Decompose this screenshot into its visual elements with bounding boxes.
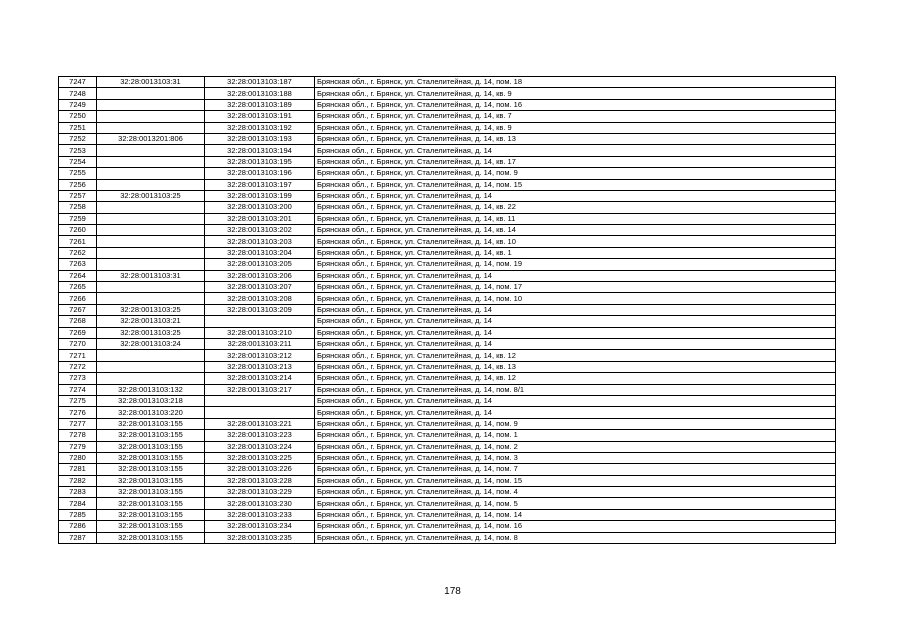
address-cell: Брянская обл., г. Брянск, ул. Сталелитейная, д. 14, пом. 9 (315, 418, 836, 429)
table-row (59, 77, 836, 88)
row-number-cell: 7257 (59, 190, 97, 201)
address-cell: Брянская обл., г. Брянск, ул. Сталелитейная, д. 14 (315, 270, 836, 281)
table-row (59, 168, 836, 179)
address-cell: Брянская обл., г. Брянск, ул. Сталелитейная, д. 14, кв. 12 (315, 350, 836, 361)
address-cell: Брянская обл., г. Брянск, ул. Сталелитейная, д. 14, пом. 3 (315, 452, 836, 463)
table-row (59, 304, 836, 315)
row-number-cell: 7282 (59, 475, 97, 486)
parent-cadastral-number-cell (97, 168, 205, 179)
address-cell: Брянская обл., г. Брянск, ул. Сталелитейная, д. 14, пом. 16 (315, 99, 836, 110)
row-number-cell: 7249 (59, 99, 97, 110)
cadastral-number-cell: 32:28:0013103:230 (205, 498, 315, 509)
cadastral-number-cell: 32:28:0013103:204 (205, 247, 315, 258)
row-number-cell: 7251 (59, 122, 97, 133)
address-cell: Брянская обл., г. Брянск, ул. Сталелитейная, д. 14, пом. 7 (315, 464, 836, 475)
table-row (59, 361, 836, 372)
cadastral-number-cell: 32:28:0013103:233 (205, 509, 315, 520)
table-row (59, 213, 836, 224)
row-number-cell: 7284 (59, 498, 97, 509)
row-number-cell: 7260 (59, 225, 97, 236)
cadastral-number-cell: 32:28:0013103:200 (205, 202, 315, 213)
address-cell: Брянская обл., г. Брянск, ул. Сталелитейная, д. 14, пом. 19 (315, 259, 836, 270)
cadastral-number-cell: 32:28:0013103:224 (205, 441, 315, 452)
table-row (59, 373, 836, 384)
address-cell: Брянская обл., г. Брянск, ул. Сталелитейная, д. 14, кв. 14 (315, 225, 836, 236)
table-row (59, 247, 836, 258)
parent-cadastral-number-cell: 32:28:0013103:220 (97, 407, 205, 418)
address-cell: Брянская обл., г. Брянск, ул. Сталелитейная, д. 14, кв. 9 (315, 122, 836, 133)
cadastral-number-cell: 32:28:0013103:223 (205, 430, 315, 441)
cadastral-number-cell: 32:28:0013103:225 (205, 452, 315, 463)
address-cell: Брянская обл., г. Брянск, ул. Сталелитейная, д. 14, пом. 14 (315, 509, 836, 520)
row-number-cell: 7271 (59, 350, 97, 361)
row-number-cell: 7254 (59, 156, 97, 167)
table-row (59, 259, 836, 270)
table-row (59, 498, 836, 509)
address-cell: Брянская обл., г. Брянск, ул. Сталелитейная, д. 14, пом. 2 (315, 441, 836, 452)
parent-cadastral-number-cell (97, 99, 205, 110)
row-number-cell: 7267 (59, 304, 97, 315)
cadastral-number-cell: 32:28:0013103:205 (205, 259, 315, 270)
address-cell: Брянская обл., г. Брянск, ул. Сталелитейная, д. 14, пом. 1 (315, 430, 836, 441)
parent-cadastral-number-cell: 32:28:0013103:31 (97, 270, 205, 281)
parent-cadastral-number-cell: 32:28:0013103:155 (97, 418, 205, 429)
parent-cadastral-number-cell (97, 361, 205, 372)
parent-cadastral-number-cell: 32:28:0013103:155 (97, 487, 205, 498)
parent-cadastral-number-cell (97, 225, 205, 236)
parent-cadastral-number-cell: 32:28:0013103:155 (97, 498, 205, 509)
row-number-cell: 7259 (59, 213, 97, 224)
address-cell: Брянская обл., г. Брянск, ул. Сталелитейная, д. 14, пом. 15 (315, 475, 836, 486)
table-row (59, 111, 836, 122)
cadastral-number-cell (205, 395, 315, 406)
table-row (59, 384, 836, 395)
cadastral-number-cell: 32:28:0013103:189 (205, 99, 315, 110)
address-cell: Брянская обл., г. Брянск, ул. Сталелитейная, д. 14, кв. 12 (315, 373, 836, 384)
address-cell: Брянская обл., г. Брянск, ул. Сталелитейная, д. 14 (315, 327, 836, 338)
row-number-cell: 7265 (59, 282, 97, 293)
address-cell: Брянская обл., г. Брянск, ул. Сталелитейная, д. 14 (315, 407, 836, 418)
table-row (59, 316, 836, 327)
cadastral-number-cell: 32:28:0013103:228 (205, 475, 315, 486)
address-cell: Брянская обл., г. Брянск, ул. Сталелитейная, д. 14, пом. 10 (315, 293, 836, 304)
address-cell: Брянская обл., г. Брянск, ул. Сталелитейная, д. 14 (315, 304, 836, 315)
address-cell: Брянская обл., г. Брянск, ул. Сталелитейная, д. 14, пом. 17 (315, 282, 836, 293)
parent-cadastral-number-cell: 32:28:0013103:25 (97, 190, 205, 201)
parent-cadastral-number-cell (97, 350, 205, 361)
cadastral-number-cell: 32:28:0013103:226 (205, 464, 315, 475)
address-cell: Брянская обл., г. Брянск, ул. Сталелитейная, д. 14, пом. 9 (315, 168, 836, 179)
table-row (59, 202, 836, 213)
table-row (59, 407, 836, 418)
row-number-cell: 7285 (59, 509, 97, 520)
row-number-cell: 7262 (59, 247, 97, 258)
parent-cadastral-number-cell (97, 122, 205, 133)
address-cell: Брянская обл., г. Брянск, ул. Сталелитейная, д. 14, кв. 13 (315, 361, 836, 372)
parent-cadastral-number-cell: 32:28:0013103:21 (97, 316, 205, 327)
table-row (59, 521, 836, 532)
parent-cadastral-number-cell (97, 179, 205, 190)
parent-cadastral-number-cell: 32:28:0013103:155 (97, 532, 205, 543)
parent-cadastral-number-cell (97, 236, 205, 247)
row-number-cell: 7278 (59, 430, 97, 441)
row-number-cell: 7277 (59, 418, 97, 429)
row-number-cell: 7279 (59, 441, 97, 452)
table-row (59, 225, 836, 236)
row-number-cell: 7255 (59, 168, 97, 179)
address-cell: Брянская обл., г. Брянск, ул. Сталелитейная, д. 14, кв. 9 (315, 88, 836, 99)
row-number-cell: 7280 (59, 452, 97, 463)
address-cell: Брянская обл., г. Брянск, ул. Сталелитейная, д. 14, кв. 1 (315, 247, 836, 258)
row-number-cell: 7266 (59, 293, 97, 304)
parent-cadastral-number-cell: 32:28:0013103:25 (97, 327, 205, 338)
parent-cadastral-number-cell: 32:28:0013103:155 (97, 452, 205, 463)
row-number-cell: 7283 (59, 487, 97, 498)
cadastral-number-cell: 32:28:0013103:211 (205, 338, 315, 349)
address-cell: Брянская обл., г. Брянск, ул. Сталелитейная, д. 14, кв. 11 (315, 213, 836, 224)
row-number-cell: 7250 (59, 111, 97, 122)
cadastral-number-cell: 32:28:0013103:194 (205, 145, 315, 156)
row-number-cell: 7270 (59, 338, 97, 349)
table-row (59, 133, 836, 144)
parent-cadastral-number-cell (97, 145, 205, 156)
parent-cadastral-number-cell: 32:28:0013103:132 (97, 384, 205, 395)
parent-cadastral-number-cell (97, 202, 205, 213)
table-row (59, 464, 836, 475)
parent-cadastral-number-cell: 32:28:0013103:155 (97, 475, 205, 486)
row-number-cell: 7268 (59, 316, 97, 327)
cadastral-number-cell: 32:28:0013103:212 (205, 350, 315, 361)
cadastral-number-cell (205, 316, 315, 327)
table-row (59, 509, 836, 520)
address-cell: Брянская обл., г. Брянск, ул. Сталелитейная, д. 14 (315, 145, 836, 156)
cadastral-number-cell: 32:28:0013103:187 (205, 77, 315, 88)
parent-cadastral-number-cell: 32:28:0013103:155 (97, 430, 205, 441)
parent-cadastral-number-cell: 32:28:0013103:218 (97, 395, 205, 406)
parent-cadastral-number-cell: 32:28:0013201:806 (97, 133, 205, 144)
cadastral-number-cell: 32:28:0013103:193 (205, 133, 315, 144)
cadastral-number-cell (205, 407, 315, 418)
address-cell: Брянская обл., г. Брянск, ул. Сталелитейная, д. 14 (315, 338, 836, 349)
parent-cadastral-number-cell: 32:28:0013103:155 (97, 521, 205, 532)
table-row (59, 179, 836, 190)
address-cell: Брянская обл., г. Брянск, ул. Сталелитейная, д. 14, кв. 13 (315, 133, 836, 144)
row-number-cell: 7287 (59, 532, 97, 543)
row-number-cell: 7258 (59, 202, 97, 213)
cadastral-number-cell: 32:28:0013103:209 (205, 304, 315, 315)
cadastral-number-cell: 32:28:0013103:235 (205, 532, 315, 543)
address-cell: Брянская обл., г. Брянск, ул. Сталелитейная, д. 14, пом. 5 (315, 498, 836, 509)
row-number-cell: 7264 (59, 270, 97, 281)
address-cell: Брянская обл., г. Брянск, ул. Сталелитейная, д. 14 (315, 395, 836, 406)
registry-table-body (59, 77, 836, 544)
address-cell: Брянская обл., г. Брянск, ул. Сталелитейная, д. 14 (315, 316, 836, 327)
table-row (59, 145, 836, 156)
table-row (59, 430, 836, 441)
table-row (59, 270, 836, 281)
table-row (59, 338, 836, 349)
address-cell: Брянская обл., г. Брянск, ул. Сталелитейная, д. 14, пом. 15 (315, 179, 836, 190)
row-number-cell: 7247 (59, 77, 97, 88)
parent-cadastral-number-cell (97, 213, 205, 224)
table-row (59, 122, 836, 133)
address-cell: Брянская обл., г. Брянск, ул. Сталелитейная, д. 14, кв. 10 (315, 236, 836, 247)
cadastral-number-cell: 32:28:0013103:213 (205, 361, 315, 372)
cadastral-number-cell: 32:28:0013103:207 (205, 282, 315, 293)
table-row (59, 475, 836, 486)
row-number-cell: 7273 (59, 373, 97, 384)
row-number-cell: 7281 (59, 464, 97, 475)
table-row (59, 156, 836, 167)
address-cell: Брянская обл., г. Брянск, ул. Сталелитейная, д. 14, пом. 18 (315, 77, 836, 88)
cadastral-number-cell: 32:28:0013103:192 (205, 122, 315, 133)
cadastral-number-cell: 32:28:0013103:202 (205, 225, 315, 236)
row-number-cell: 7253 (59, 145, 97, 156)
parent-cadastral-number-cell: 32:28:0013103:25 (97, 304, 205, 315)
table-row (59, 282, 836, 293)
row-number-cell: 7272 (59, 361, 97, 372)
table-row (59, 350, 836, 361)
parent-cadastral-number-cell: 32:28:0013103:155 (97, 509, 205, 520)
cadastral-number-cell: 32:28:0013103:217 (205, 384, 315, 395)
row-number-cell: 7252 (59, 133, 97, 144)
row-number-cell: 7276 (59, 407, 97, 418)
table-row (59, 236, 836, 247)
parent-cadastral-number-cell (97, 111, 205, 122)
registry-table (58, 76, 836, 544)
cadastral-number-cell: 32:28:0013103:201 (205, 213, 315, 224)
parent-cadastral-number-cell (97, 259, 205, 270)
cadastral-number-cell: 32:28:0013103:199 (205, 190, 315, 201)
table-row (59, 190, 836, 201)
cadastral-number-cell: 32:28:0013103:197 (205, 179, 315, 190)
parent-cadastral-number-cell (97, 282, 205, 293)
table-row (59, 395, 836, 406)
parent-cadastral-number-cell: 32:28:0013103:24 (97, 338, 205, 349)
table-row (59, 452, 836, 463)
cadastral-number-cell: 32:28:0013103:210 (205, 327, 315, 338)
table-row (59, 487, 836, 498)
address-cell: Брянская обл., г. Брянск, ул. Сталелитейная, д. 14, кв. 17 (315, 156, 836, 167)
parent-cadastral-number-cell (97, 156, 205, 167)
address-cell: Брянская обл., г. Брянск, ул. Сталелитейная, д. 14 (315, 190, 836, 201)
cadastral-number-cell: 32:28:0013103:208 (205, 293, 315, 304)
parent-cadastral-number-cell: 32:28:0013103:155 (97, 441, 205, 452)
address-cell: Брянская обл., г. Брянск, ул. Сталелитейная, д. 14, кв. 7 (315, 111, 836, 122)
cadastral-number-cell: 32:28:0013103:191 (205, 111, 315, 122)
row-number-cell: 7263 (59, 259, 97, 270)
cadastral-number-cell: 32:28:0013103:195 (205, 156, 315, 167)
parent-cadastral-number-cell (97, 373, 205, 384)
cadastral-number-cell: 32:28:0013103:234 (205, 521, 315, 532)
row-number-cell: 7275 (59, 395, 97, 406)
page-number: 178 (444, 586, 461, 597)
cadastral-number-cell: 32:28:0013103:203 (205, 236, 315, 247)
table-row (59, 88, 836, 99)
parent-cadastral-number-cell (97, 247, 205, 258)
row-number-cell: 7256 (59, 179, 97, 190)
address-cell: Брянская обл., г. Брянск, ул. Сталелитейная, д. 14, пом. 8 (315, 532, 836, 543)
table-row (59, 99, 836, 110)
cadastral-number-cell: 32:28:0013103:196 (205, 168, 315, 179)
table-row (59, 532, 836, 543)
address-cell: Брянская обл., г. Брянск, ул. Сталелитейная, д. 14, пом. 8/1 (315, 384, 836, 395)
cadastral-number-cell: 32:28:0013103:206 (205, 270, 315, 281)
parent-cadastral-number-cell: 32:28:0013103:155 (97, 464, 205, 475)
address-cell: Брянская обл., г. Брянск, ул. Сталелитейная, д. 14, пом. 4 (315, 487, 836, 498)
cadastral-number-cell: 32:28:0013103:229 (205, 487, 315, 498)
parent-cadastral-number-cell: 32:28:0013103:31 (97, 77, 205, 88)
address-cell: Брянская обл., г. Брянск, ул. Сталелитейная, д. 14, пом. 16 (315, 521, 836, 532)
row-number-cell: 7286 (59, 521, 97, 532)
cadastral-number-cell: 32:28:0013103:188 (205, 88, 315, 99)
table-row (59, 327, 836, 338)
row-number-cell: 7261 (59, 236, 97, 247)
row-number-cell: 7274 (59, 384, 97, 395)
cadastral-number-cell: 32:28:0013103:221 (205, 418, 315, 429)
cadastral-number-cell: 32:28:0013103:214 (205, 373, 315, 384)
row-number-cell: 7269 (59, 327, 97, 338)
parent-cadastral-number-cell (97, 88, 205, 99)
row-number-cell: 7248 (59, 88, 97, 99)
table-row (59, 293, 836, 304)
table-row (59, 441, 836, 452)
address-cell: Брянская обл., г. Брянск, ул. Сталелитейная, д. 14, кв. 22 (315, 202, 836, 213)
parent-cadastral-number-cell (97, 293, 205, 304)
table-row (59, 418, 836, 429)
